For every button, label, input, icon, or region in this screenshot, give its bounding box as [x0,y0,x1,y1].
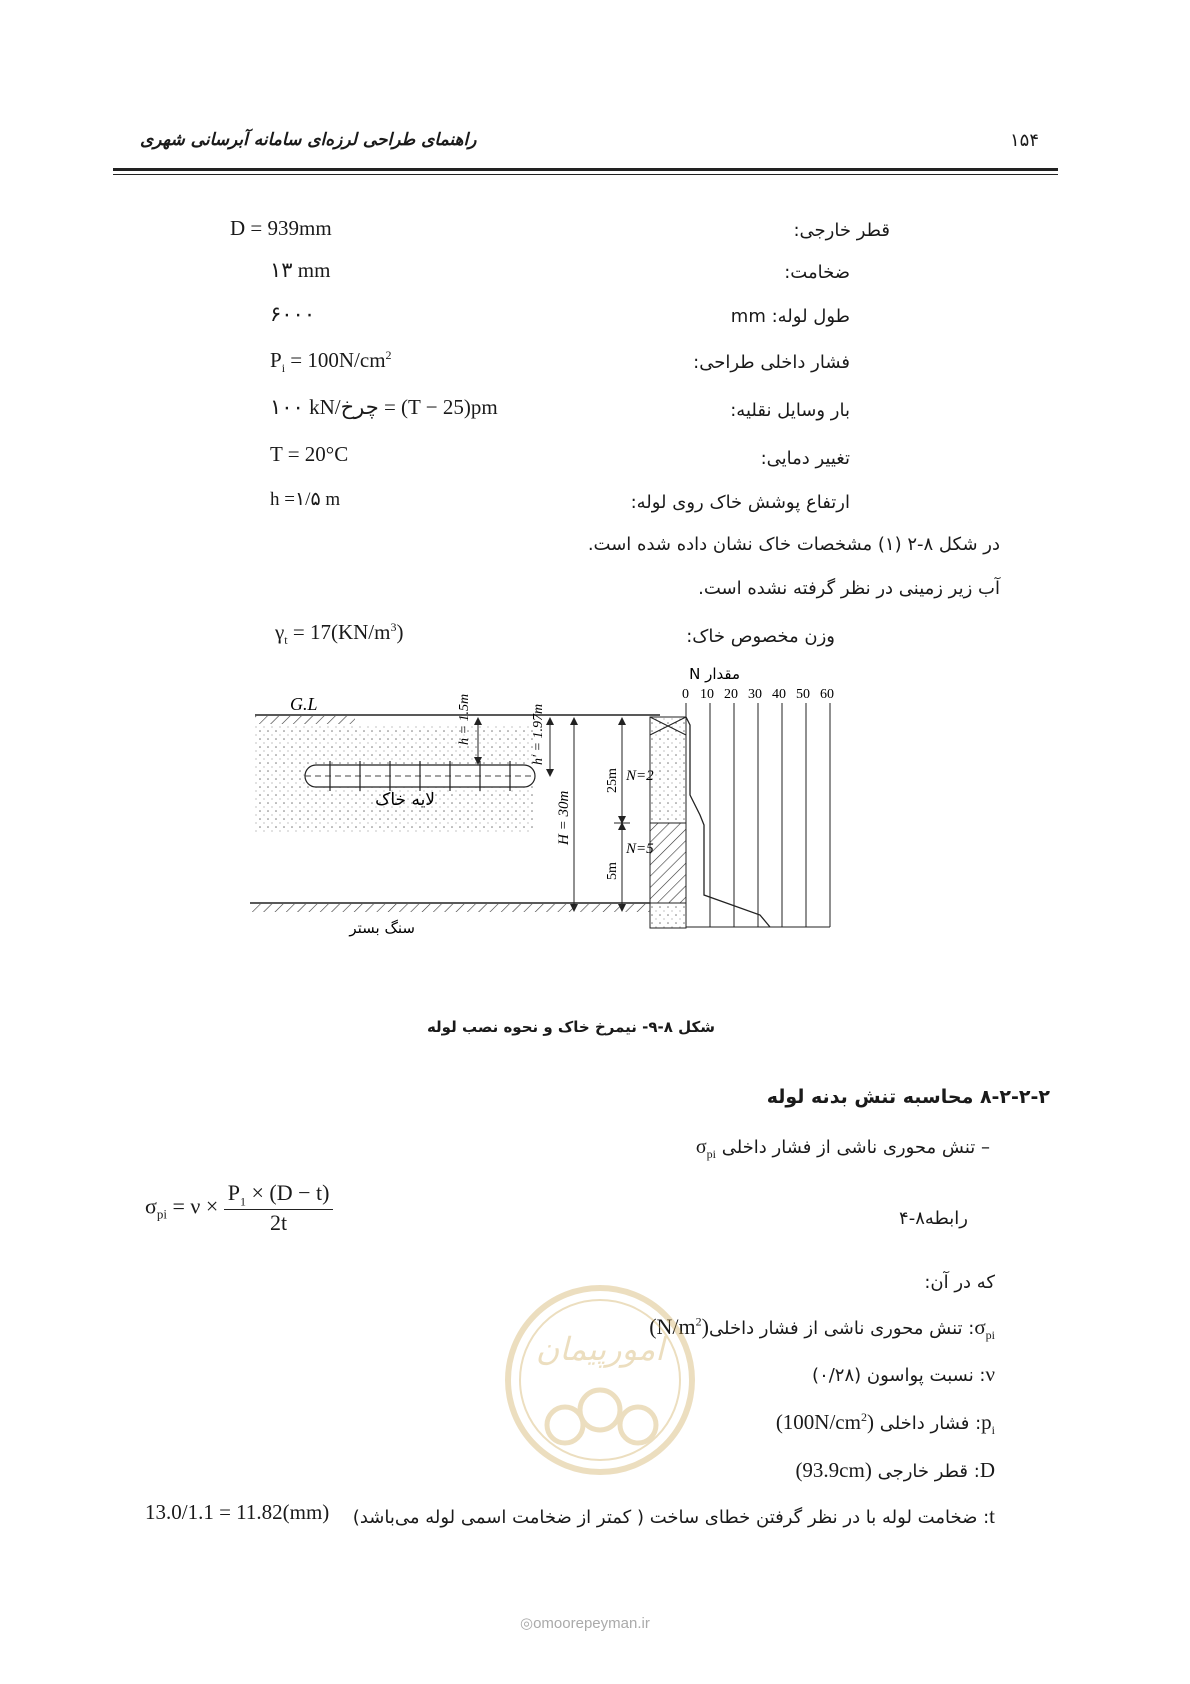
param-label-vehicle-load: بار وسایل نقلیه: [730,400,850,421]
n-value-curve [686,717,770,927]
n-tick-60: 60 [820,687,834,702]
param-value-vehicle-load: ۱۰۰ kN/چرخ = (T − 25)pm [270,395,498,419]
param-label-diameter: قطر خارجی: [793,220,890,241]
formula-fraction: $\frac{P_1 \times (D - t)}{2t}$ [224,1180,334,1236]
param-value-length: ۶۰۰۰ [270,302,316,326]
gl-label: G.L [290,694,318,714]
soil-layer-label: لایه خاک [375,790,435,810]
param-value-diameter: D = 939mm [230,216,332,240]
n-tick-10: 10 [700,687,714,702]
def-sigma-pi: $\sigma_{pi}$: تنش محوری ناشی از فشار $داخلی(N/m^2)$ [649,1314,995,1343]
watermark-logo [490,1280,710,1480]
n-tick-50: 50 [796,687,810,702]
param-value-thickness: ۱۳ mm [270,258,331,282]
n2-label: N=5 [626,841,654,857]
borehole-layer1 [650,717,686,823]
layer2-depth-label: 5m [605,862,620,880]
def-thickness: t: ضخامت لوله با در نظر گرفتن خطای ساخت ( کمتر از ضخامت اسمی لوله می‌باشد) [352,1504,995,1528]
formula-reference: رابطه۸-۴ [899,1208,968,1229]
where-intro: که در آن: [924,1272,995,1293]
layer1-depth-label: 25m [605,768,620,793]
running-header-title: راهنمای طراحی لرزه‌ای سامانه آبرسانی شهری [140,130,477,150]
bedrock-label: سنگ بستر [349,919,415,937]
borehole-layer2 [650,823,686,903]
soil-profile-figure [250,665,910,1015]
paragraph-groundwater: آب زیر زمینی در نظر گرفته نشده است. [698,578,1000,599]
bullet-axial-stress: – تنش محوری ناشی از فشار داخلی $\sigma_{pi}$ [695,1136,990,1161]
n-tick-40: 40 [772,687,786,702]
def-poisson: ν: نسبت پواسون (۰/۲۸) [812,1362,995,1386]
n-value-ticks [682,687,834,702]
H-label: H = 30m [556,790,572,845]
n-tick-0: 0 [682,687,689,702]
param-value-cover-height: h =۱/۵ m [270,489,341,510]
bedrock-hatch [250,904,650,912]
h-label: h = 1.5m [457,693,472,745]
header-rule-thick [113,168,1058,171]
watermark-logo-text: امورپیمان [535,1330,665,1368]
param-value-temperature: T = 20°C [270,442,349,466]
watermark-site: ◎omoorepeyman.ir [520,1615,650,1632]
ground-hatch [255,716,355,724]
param-label-length: طول لوله: mm [730,306,850,327]
watermark-at-icon: ◎ [520,1615,534,1632]
param-value-pressure: $P_i = 100N/cm^2$ [270,348,392,376]
def-outer-diameter: D: قطر خارجی (93.9cm) [795,1458,995,1482]
def-internal-pressure: $p_i$: فشار داخلی $(100N/cm^2)$ [775,1410,995,1438]
formula-axial-stress: $\sigma_{pi} = \nu$ × $\frac{P_1 \times (D - t)}{2t}$ [145,1180,333,1236]
param-label-cover-height: ارتفاع پوشش خاک روی لوله: [630,492,850,513]
page-number: ۱۵۴ [1010,130,1040,151]
n-tick-20: 20 [724,687,738,702]
paragraph-soil-properties: در شکل ۸-۲ (۱) مشخصات خاک نشان داده شده است. [587,534,1000,555]
n-value-title: مقدار N [689,665,740,683]
unit-weight-value: $\gamma_t = 17(KN/m^3)$ [275,620,404,648]
param-label-pressure: فشار داخلی طراحی: [693,352,850,373]
figure-caption: شکل ۸-۹- نیمرخ خاک و نحوه نصب لوله [426,1018,715,1036]
section-heading: ۸-۲-۲-۲ محاسبه تنش بدنه لوله [766,1086,1050,1108]
n-tick-30: 30 [748,687,762,702]
param-label-thickness: ضخامت: [784,262,850,283]
param-label-temperature: تغییر دمایی: [760,448,850,469]
unit-weight-label: وزن مخصوص خاک: [686,626,835,647]
n1-label: N=2 [626,768,654,784]
header-rule-thin [113,174,1058,175]
h-prime-label: h' = 1.97m [531,703,546,765]
thickness-value: 13.0/1.1 = 11.82(mm) [145,1500,330,1524]
